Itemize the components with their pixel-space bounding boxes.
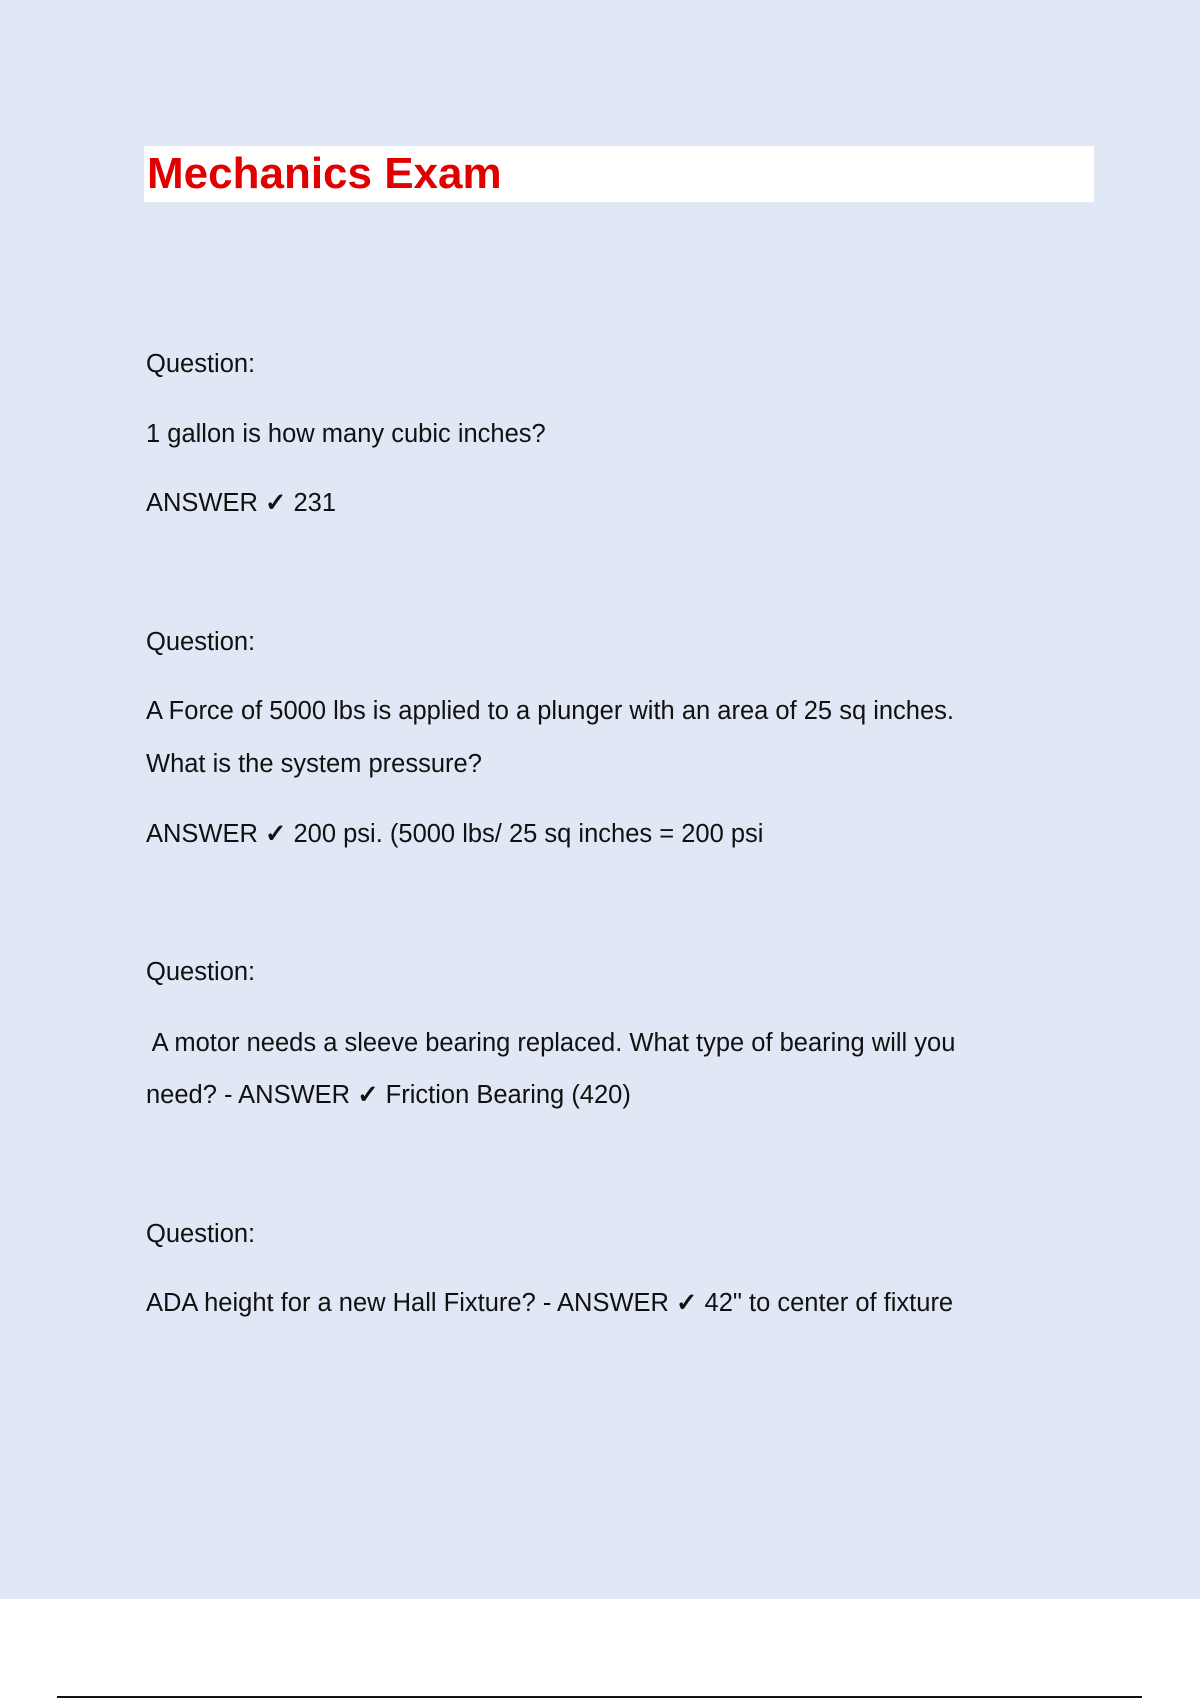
- question-label: Question:: [146, 958, 256, 986]
- question-text: 1 gallon is how many cubic inches?: [146, 420, 546, 448]
- question-text: What is the system pressure?: [146, 750, 482, 778]
- answer-line: [146, 488, 336, 518]
- question-text: ADA height for a new Hall Fixture? - ANSWER: [146, 1289, 669, 1317]
- answer-line: [146, 819, 763, 849]
- answer-text: 200 psi. (5000 lbs/ 25 sq inches = 200 psi: [293, 820, 764, 848]
- question-label: Question:: [146, 628, 256, 656]
- answer-line: [146, 1080, 631, 1110]
- answer-prefix: ANSWER: [146, 489, 258, 517]
- check-icon: ✓: [676, 1289, 698, 1317]
- question-label: Question:: [146, 350, 256, 378]
- question-text: need? - ANSWER: [146, 1081, 351, 1109]
- answer-prefix: ANSWER: [146, 820, 258, 848]
- question-label: Question:: [146, 1220, 256, 1248]
- title-banner: [144, 146, 1094, 202]
- answer-text: 231: [293, 489, 337, 517]
- answer-line: [146, 1288, 953, 1318]
- question-text: A motor needs a sleeve bearing replaced. What type of bearing will you: [146, 1029, 956, 1057]
- check-icon: ✓: [265, 489, 287, 517]
- check-icon: ✓: [357, 1081, 379, 1109]
- question-text: A Force of 5000 lbs is applied to a plunger with an area of 25 sq inches.: [146, 697, 955, 725]
- footer-divider: [57, 1696, 1142, 1698]
- check-icon: ✓: [265, 820, 287, 848]
- answer-text: 42" to center of fixture: [704, 1289, 954, 1317]
- answer-text: Friction Bearing (420): [385, 1081, 631, 1109]
- page-title: Mechanics Exam: [147, 149, 502, 198]
